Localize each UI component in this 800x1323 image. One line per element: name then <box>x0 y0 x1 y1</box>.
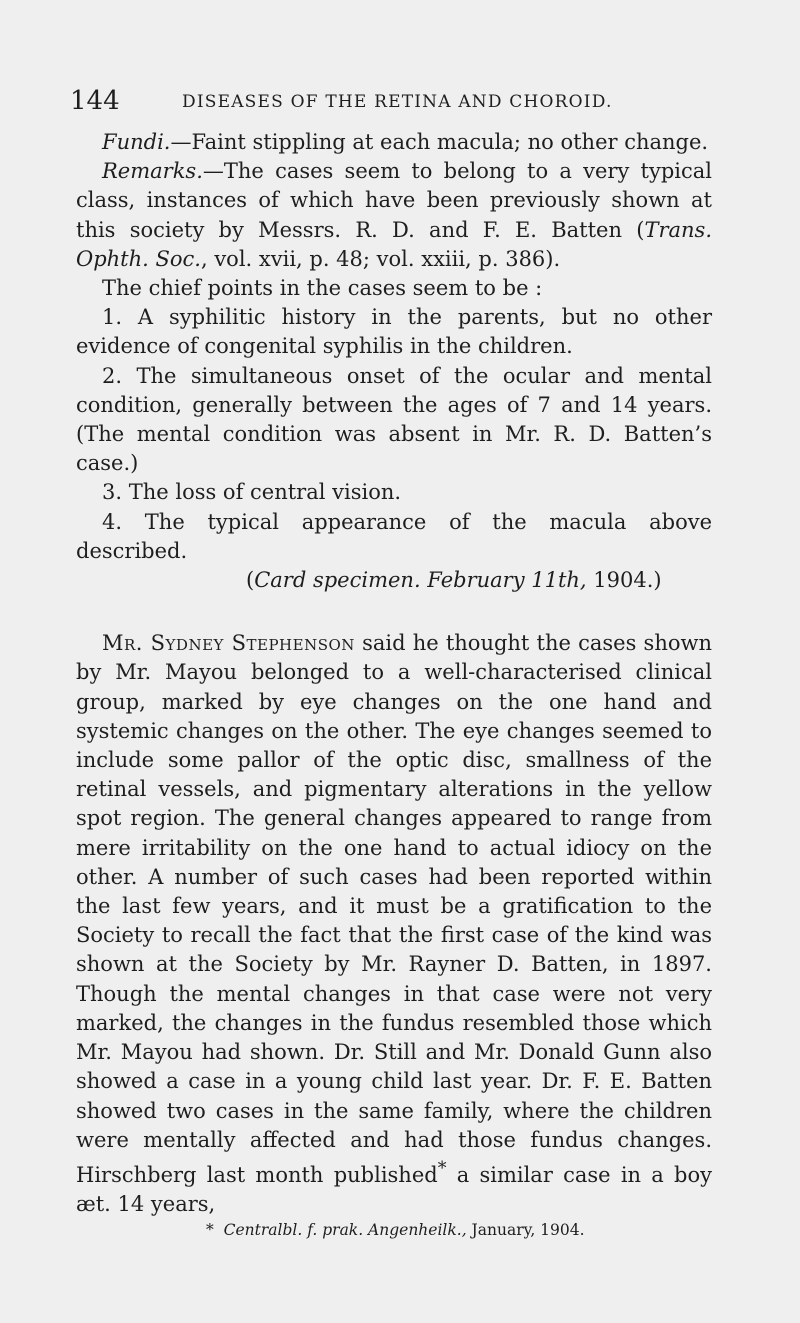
discussion-text-end: a similar case in a boy æt. 14 years, <box>76 1162 712 1217</box>
discussion-paragraph <box>76 629 712 1219</box>
footnote-marker: * <box>437 1158 447 1179</box>
remarks-reference: Trans. Ophth. Soc. <box>76 217 712 271</box>
speaker-name: Mr. Sydney Stephenson <box>102 631 355 656</box>
specimen-text: Card specimen. February 11th, <box>254 568 587 593</box>
fundi-paragraph <box>76 128 712 157</box>
fundi-text: —Faint stippling at each macula; no other change. <box>170 130 709 154</box>
specimen-note <box>76 566 712 595</box>
footnote <box>206 1221 585 1239</box>
point-item: 4. The typical appearance of the macula above described. <box>76 509 712 563</box>
footnote-reference: Centralbl. f. prak. Angenheilk., <box>223 1221 467 1239</box>
remarks-text-end: , vol. xvii, p. 48; vol. xxiii, p. 386). <box>200 246 561 271</box>
page-header <box>70 86 710 126</box>
point-item: 1. A syphilitic history in the parents, but no other evidence of congenital syphilis in the children. <box>76 305 712 359</box>
section-gap <box>76 595 712 629</box>
remarks-text: —The cases seem to belong to a very typical class, instances of which have been previously shown at this society by Messrs. R. D. and F. E. Batten ( <box>76 159 712 242</box>
specimen-close: 1904.) <box>586 568 662 593</box>
point-item: 3. The loss of central vision. <box>102 480 402 505</box>
footnote-date: January, 1904. <box>466 1221 585 1239</box>
running-head: DISEASES OF THE RETINA AND CHOROID. <box>182 92 613 112</box>
footnote-marker-bottom: * <box>206 1221 214 1239</box>
main-text <box>76 128 712 1219</box>
remarks-label: Remarks. <box>102 159 203 184</box>
discussion-text: said he thought the cases shown by Mr. Mayou belonged to a well-characterised clinical group, marked by eye changes on the one hand and systemic changes on the other. The eye changes seemed to include some pallor of the optic disc, smallness of the retinal vessels, and pigmentary alterations in the yellow spot region. The general changes appeared to range from mere irritability on the one hand to actual idiocy on the other. A number of such cases had been reported within the last few years, and it must be a gratification to the Society to recall the fact that the first case of the kind was shown at the Society by Mr. Rayner D. Batten, in 1897. Though the mental changes in that case were not very marked, the changes in the fundus resembled those which Mr. Mayou had shown. Dr. Still and Mr. Donald Gunn also showed a case in a young child last year. Dr. F. E. Batten showed two cases in the same family, where the children were mentally affected and had those fundus changes. Hirschberg last month published <box>76 631 712 1187</box>
remarks-paragraph <box>76 157 712 274</box>
specimen-open: ( <box>246 568 255 593</box>
point-item: 2. The simultaneous onset of the ocular and mental condition, generally between the ages of 7 and 14 years. (The mental condition was absent in Mr. R. D. Batten’s case.) <box>76 363 712 476</box>
fundi-label: Fundi. <box>102 130 171 154</box>
chief-points-intro: The chief points in the cases seem to be : <box>102 276 543 301</box>
page-number: 144 <box>70 86 120 116</box>
